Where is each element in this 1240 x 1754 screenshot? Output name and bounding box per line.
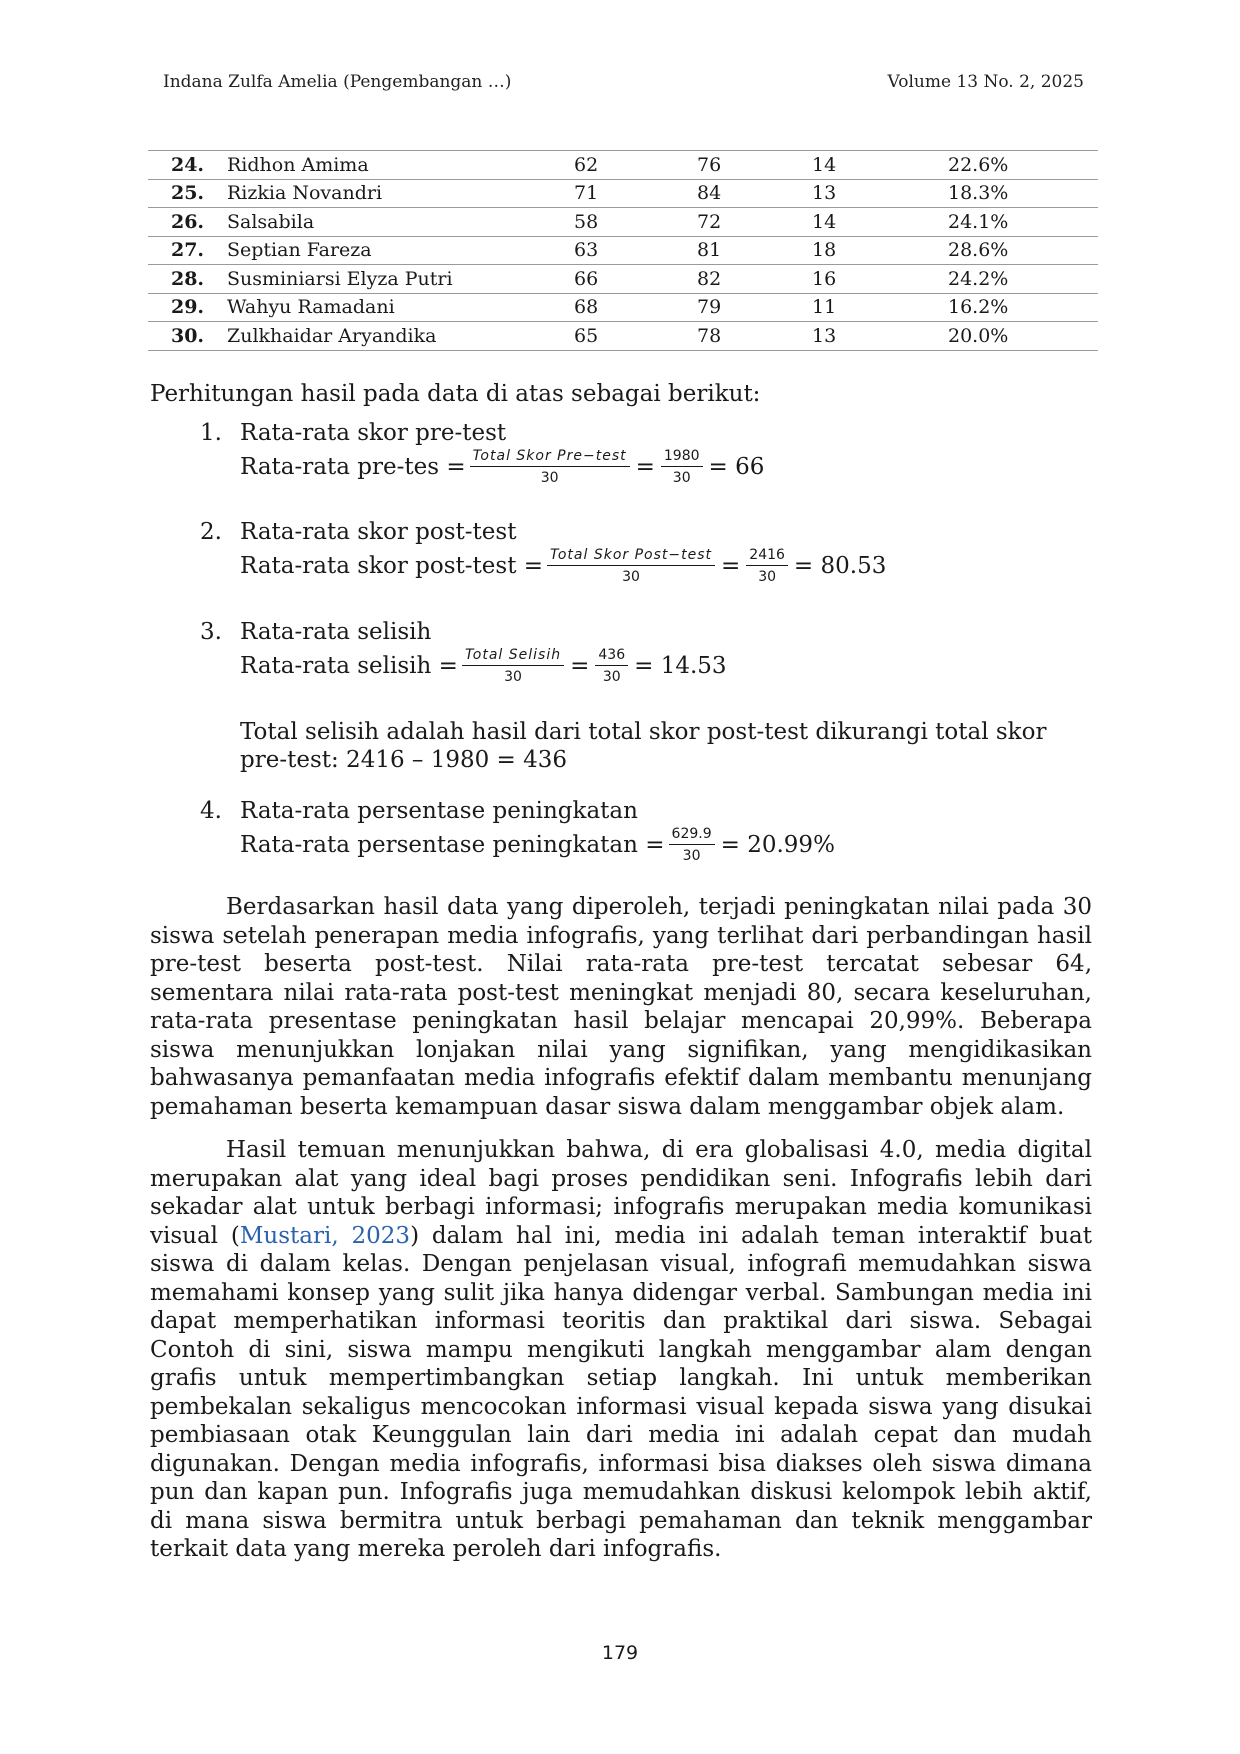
fraction-numerator: Total Skor Pre−test <box>470 448 630 467</box>
calc-equation <box>240 826 835 864</box>
fraction-denominator: 30 <box>672 470 691 486</box>
post-test-score: 82 <box>697 265 812 294</box>
calc-title: Rata-rata skor pre-test <box>240 420 507 446</box>
score-difference: 16 <box>812 265 948 294</box>
calc-equation <box>240 448 764 486</box>
table-row <box>148 322 1098 351</box>
equation-result: = 66 <box>708 454 765 480</box>
improvement-percentage: 28.6% <box>948 236 1098 265</box>
fraction-numerator: 1980 <box>661 448 703 467</box>
row-number: 26. <box>148 208 227 237</box>
pre-test-score: 58 <box>574 208 697 237</box>
list-number: 4. <box>200 798 222 824</box>
post-test-score: 81 <box>697 236 812 265</box>
fraction-numerator: Total Skor Post−test <box>547 547 715 566</box>
calc-title: Rata-rata skor post-test <box>240 519 517 545</box>
table-row <box>148 179 1098 208</box>
fraction-numerator: 2416 <box>746 547 788 566</box>
fraction-denominator: 30 <box>540 470 559 486</box>
equation-result: = 14.53 <box>634 653 727 679</box>
score-difference: 14 <box>812 151 948 180</box>
improvement-percentage: 22.6% <box>948 151 1098 180</box>
row-number: 27. <box>148 236 227 265</box>
fraction <box>470 448 630 486</box>
pre-test-score: 68 <box>574 293 697 322</box>
score-table-body <box>148 151 1098 351</box>
table-row <box>148 265 1098 294</box>
paragraph-results: Berdasarkan hasil data yang diperoleh, terjadi peningkatan nilai pada 30 siswa setelah penerapan media infografis, yang terlihat dari perbandingan hasil pre-test beserta post-test. Nilai rata-rata pre-test tercatat sebesar 64, sementara nilai rata-rata post-test meningkat menjadi 80, secara keseluruhan, rata-rata presentase peningkatan hasil belajar mencapai 20,99%. Beberapa siswa menunjukkan lonjakan nilai yang signifikan, yang mengidikasikan bahwasanya pemanfaatan media infografis efektif dalam membantu menunjang pemahaman beserta kemampuan dasar siswa dalam menggambar objek alam. <box>150 894 1092 1120</box>
list-number: 1. <box>200 420 222 446</box>
student-name: Salsabila <box>227 208 574 237</box>
fraction <box>595 647 628 685</box>
fraction-denominator: 30 <box>758 569 777 585</box>
calculation-intro: Perhitungan hasil pada data di atas sebagai berikut: <box>150 381 761 407</box>
fraction <box>661 448 703 486</box>
equals-sign: = <box>635 454 655 480</box>
list-number: 3. <box>200 619 222 645</box>
fraction <box>462 647 564 685</box>
equation-result: = 80.53 <box>793 553 887 579</box>
row-number: 29. <box>148 293 227 322</box>
student-name: Wahyu Ramadani <box>227 293 574 322</box>
row-number: 25. <box>148 179 227 208</box>
row-number: 24. <box>148 151 227 180</box>
post-test-score: 76 <box>697 151 812 180</box>
student-name: Rizkia Novandri <box>227 179 574 208</box>
post-test-score: 79 <box>697 293 812 322</box>
equation-label: Rata-rata skor post-test = <box>240 553 544 579</box>
equation-label: Rata-rata selisih = <box>240 653 458 679</box>
pre-test-score: 65 <box>574 322 697 351</box>
pre-test-score: 62 <box>574 151 697 180</box>
table-row <box>148 236 1098 265</box>
citation-link[interactable]: Mustari, 2023 <box>239 1222 411 1249</box>
pre-test-score: 66 <box>574 265 697 294</box>
row-number: 30. <box>148 322 227 351</box>
table-row <box>148 151 1098 180</box>
score-difference: 13 <box>812 322 948 351</box>
running-header-volume: Volume 13 No. 2, 2025 <box>887 72 1084 92</box>
calc-equation <box>240 547 886 585</box>
improvement-percentage: 24.2% <box>948 265 1098 294</box>
fraction <box>746 547 788 585</box>
row-number: 28. <box>148 265 227 294</box>
fraction-denominator: 30 <box>504 669 522 685</box>
student-name: Susminiarsi Elyza Putri <box>227 265 574 294</box>
equals-sign: = <box>570 653 590 679</box>
paragraph-discussion <box>150 1136 1092 1564</box>
calc-note: Total selisih adalah hasil dari total skor post-test dikurangi total skor pre-test: 2416 – 1980 = 436 <box>240 719 1047 773</box>
table-row <box>148 208 1098 237</box>
improvement-percentage: 20.0% <box>948 322 1098 351</box>
score-table <box>148 150 1098 351</box>
calc-title: Rata-rata persentase peningkatan <box>240 798 638 824</box>
table-row <box>148 293 1098 322</box>
fraction-numerator: 436 <box>595 647 628 666</box>
student-name: Zulkhaidar Aryandika <box>227 322 574 351</box>
student-name: Ridhon Amima <box>227 151 574 180</box>
equals-sign: = <box>721 553 741 579</box>
fraction-numerator: 629.9 <box>669 826 715 845</box>
post-test-score: 78 <box>697 322 812 351</box>
pre-test-score: 63 <box>574 236 697 265</box>
page-number: 179 <box>601 1642 639 1664</box>
paragraph-text: ) dalam hal ini, media ini adalah teman interaktif buat siswa di dalam kelas. Dengan penjelasan visual, infografi memudahkan siswa memahami konsep yang sulit jika hanya didengar verbal. Sambungan media ini dapat memperhatikan informasi teoritis dan praktikal dari siswa. Sebagai Contoh di sini, siswa mampu mengikuti langkah menggambar alam dengan grafis untuk mempertimbangkan setiap langkah. Ini untuk memberikan pembekalan sekaligus mencocokan informasi visual kepada siswa yang disukai pembiasaan otak Keunggulan lain dari media ini adalah cepat dan mudah digunakan. Dengan media infografis, informasi bisa diakses oleh siswa dimana pun dan kapan pun. Infografis juga memudahkan diskusi kelompok lebih aktif, di mana siswa bermitra untuk berbagi pemahaman dan teknik menggambar terkait data yang mereka peroleh dari infografis. <box>150 1222 1092 1562</box>
pre-test-score: 71 <box>574 179 697 208</box>
improvement-percentage: 24.1% <box>948 208 1098 237</box>
fraction-numerator: Total Selisih <box>462 647 564 666</box>
equation-result: = 20.99% <box>720 832 835 858</box>
improvement-percentage: 16.2% <box>948 293 1098 322</box>
fraction-denominator: 30 <box>682 848 701 864</box>
score-difference: 13 <box>812 179 948 208</box>
list-number: 2. <box>200 519 222 545</box>
score-difference: 11 <box>812 293 948 322</box>
calc-equation <box>240 647 727 685</box>
fraction <box>669 826 715 864</box>
calc-title: Rata-rata selisih <box>240 619 432 645</box>
equation-label: Rata-rata pre-tes = <box>240 454 466 480</box>
post-test-score: 72 <box>697 208 812 237</box>
score-difference: 18 <box>812 236 948 265</box>
post-test-score: 84 <box>697 179 812 208</box>
paragraph-text: Hasil temuan menunjukkan bahwa, di era globalisasi 4.0, media digital merupakan alat yang ideal bagi proses pendidikan seni. Infografis lebih dari sekadar alat untuk berbagi informasi; infografis merupakan media komunikasi visual ( <box>150 1137 1092 1249</box>
running-header-author: Indana Zulfa Amelia (Pengembangan …) <box>163 72 512 92</box>
score-difference: 14 <box>812 208 948 237</box>
improvement-percentage: 18.3% <box>948 179 1098 208</box>
equation-label: Rata-rata persentase peningkatan = <box>240 832 665 858</box>
fraction-denominator: 30 <box>602 669 621 685</box>
fraction <box>547 547 715 585</box>
fraction-denominator: 30 <box>622 569 640 585</box>
student-name: Septian Fareza <box>227 236 574 265</box>
